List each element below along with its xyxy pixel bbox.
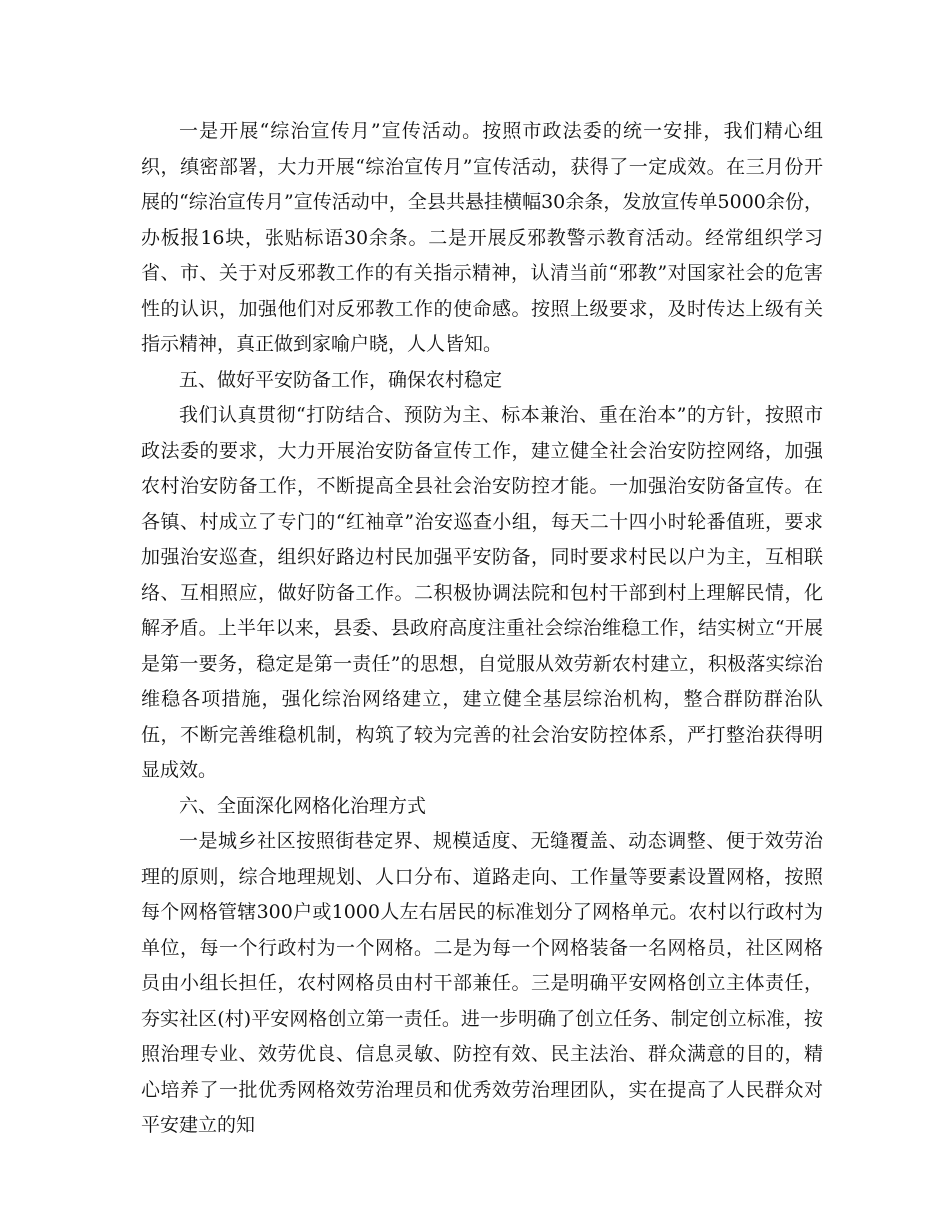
- section-heading-5: 五、做好平安防备工作，确保农村稳定: [179, 368, 503, 391]
- paragraph-publicity-month: 一是开展“综治宣传月”宣传活动。按照市政法委的统一安排，我们精心组织，缜密部署，大力开展“综治宣传月”宣传活动，获得了一定成效。在三月份开展的“综治宣传月”宣传活动中，全县共悬挂横幅30余条，发放宣传单5000余份，办板报16块，张贴标语30余条。二是开展反邪教警示教育活动。经常组织学习省、市、关于对反邪教工作的有关指示精神，认清当前“邪教”对国家社会的危害性的认识，加强他们对反邪教工作的使命感。按照上级要求，及时传达上级有关指示精神，真正做到家喻户晓，人人皆知。: [141, 120, 823, 355]
- section-heading-6: 六、全面深化网格化治理方式: [179, 794, 427, 817]
- document-body: [141, 114, 823, 1144]
- paragraph-security-prevention: 我们认真贯彻“打防结合、预防为主、标本兼治、重在治本”的方针，按照市政法委的要求，大力开展治安防备宣传工作，建立健全社会治安防控网络，加强农村治安防备工作，不断提高全县社会治安防控才能。一加强治安防备宣传。在各镇、村成立了专门的“红袖章”治安巡查小组，每天二十四小时轮番值班，要求加强治安巡查，组织好路边村民加强平安防备，同时要求村民以户为主，互相联络、互相照应，做好防备工作。二积极协调法院和包村干部到村上理解民情，化解矛盾。上半年以来，县委、县政府高度注重社会综治维稳工作，结实树立“开展是第一要务，稳定是第一责任”的思想，自觉服从效劳新农村建立，积极落实综治维稳各项措施，强化综治网络建立，建立健全基层综治机构，整合群防群治队伍，不断完善维稳机制，构筑了较为完善的社会治安防控体系，严打整治获得明显成效。: [141, 404, 823, 781]
- paragraph-grid-governance: 一是城乡社区按照街巷定界、规模适度、无缝覆盖、动态调整、便于效劳治理的原则，综合地理规划、人口分布、道路走向、工作量等要素设置网格，按照每个网格管辖300户或1000人左右居民的标准划分了网格单元。农村以行政村为单位，每一个行政村为一个网格。二是为每一个网格装备一名网格员，社区网格员由小组长担任，农村网格员由村干部兼任。三是明确平安网格创立主体责任，夯实社区(村)平安网格创立第一责任。进一步明确了创立任务、制定创立标准，按照治理专业、效劳优良、信息灵敏、防控有效、民主法治、群众满意的目的，精心培养了一批优秀网格效劳治理员和优秀效劳治理团队，实在提高了人民群众对平安建立的知: [141, 830, 823, 1136]
